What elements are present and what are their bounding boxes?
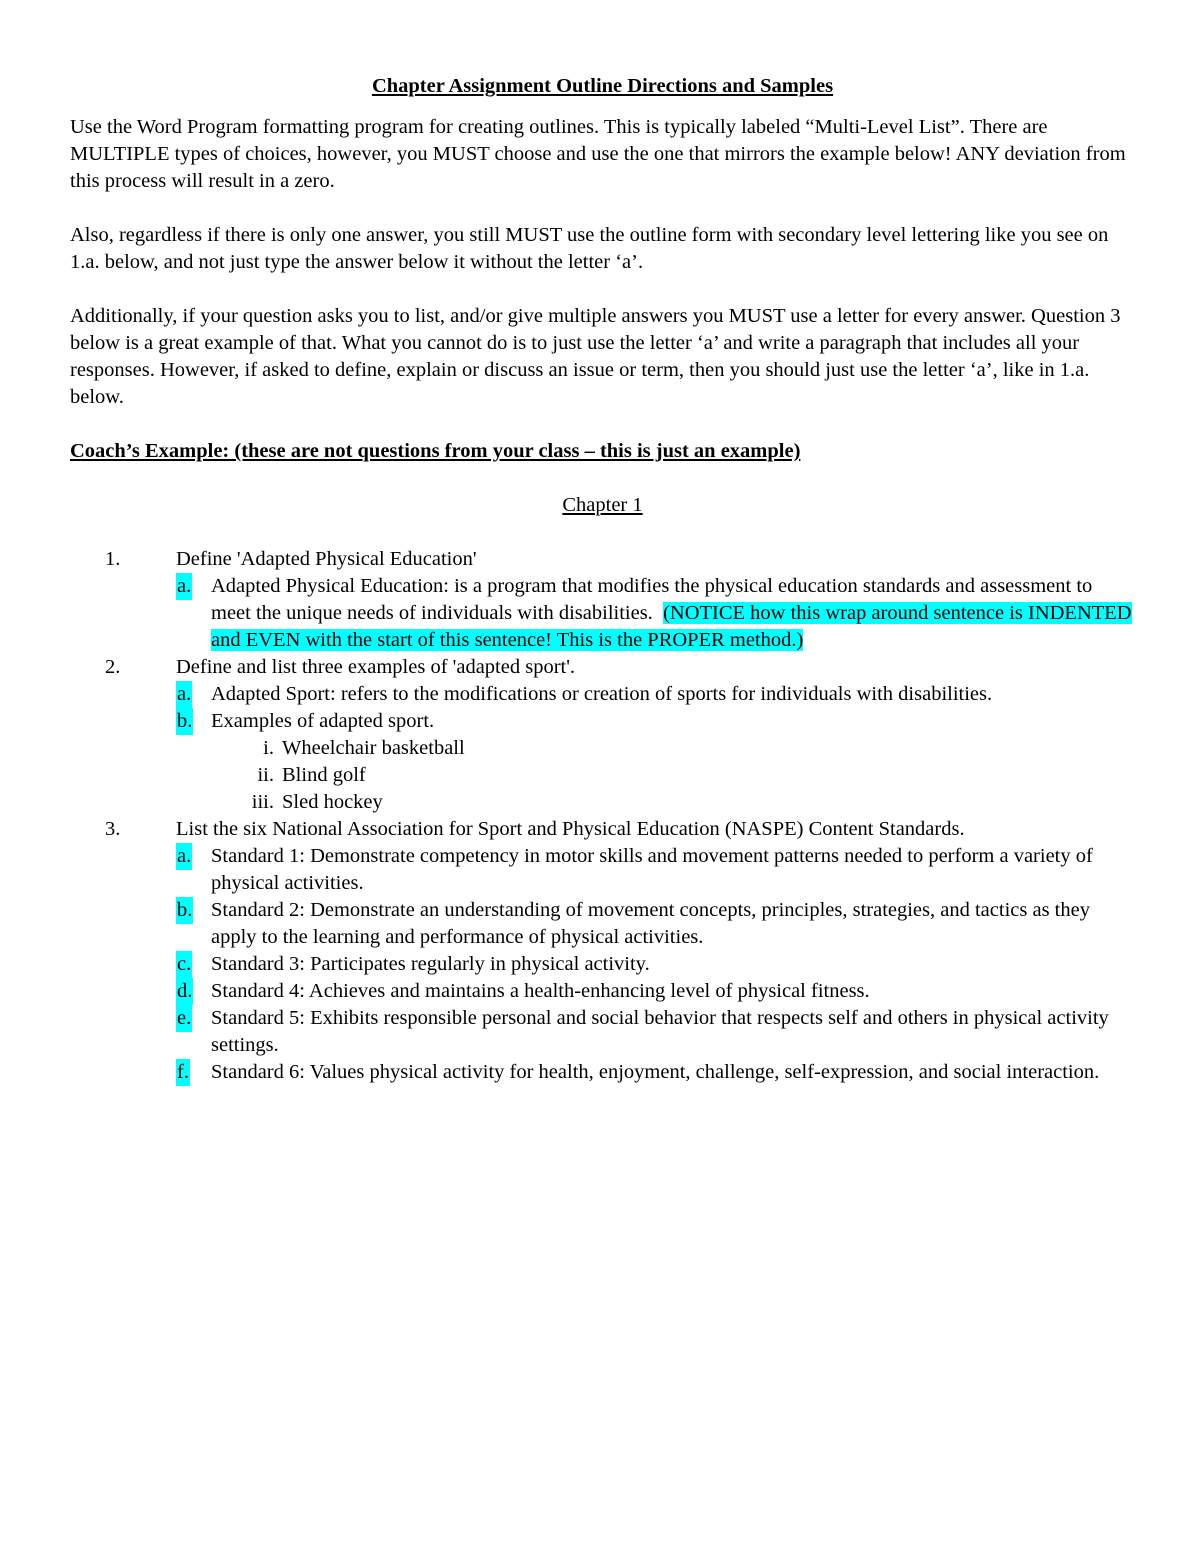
roman-list-item (70, 762, 1135, 789)
answer-text: Standard 3: Participates regularly in physical activity. (211, 953, 650, 975)
question-number: 1. (105, 548, 121, 570)
question-2 (70, 654, 1135, 681)
question-3 (70, 816, 1135, 843)
answer-letter: f. (176, 1059, 190, 1086)
question-3-answer-d (70, 978, 1135, 1005)
answer-text: Adapted Physical Education: is a program that modifies the physical education standards and assessment to meet the unique needs of individuals with disabilities. (211, 575, 1093, 624)
question-3-answer-b (70, 897, 1135, 951)
answer-text: Standard 2: Demonstrate an understanding of movement concepts, principles, strategies, and tactics as they apply to the learning and performance of physical activities. (211, 899, 1090, 948)
roman-number: ii. (257, 764, 274, 786)
document-title: Chapter Assignment Outline Directions and Samples (371, 75, 834, 97)
roman-item-text: Blind golf (282, 764, 366, 786)
question-text: Define 'Adapted Physical Education' (176, 548, 477, 570)
highlighted-note: (NOTICE how this wrap around sentence is INDENTED and EVEN with the start of this sentence! This is the PROPER method.) (211, 602, 1132, 651)
question-3-answer-e (70, 1005, 1135, 1059)
answer-text: Adapted Sport: refers to the modifications or creation of sports for individuals with disabilities. (211, 683, 993, 705)
question-3-answer-c (70, 951, 1135, 978)
answer-letter: e. (176, 1005, 192, 1032)
answer-text: Examples of adapted sport. (211, 710, 435, 732)
answer-letter: b. (176, 708, 193, 735)
document-page (70, 73, 1135, 1086)
coach-example-heading: Coach’s Example: (these are not questions from your class – this is just an example) (70, 440, 801, 462)
question-3-answer-f (70, 1059, 1135, 1086)
question-number: 3. (105, 818, 121, 840)
question-3-answer-a (70, 843, 1135, 897)
question-text: List the six National Association for Sport and Physical Education (NASPE) Content Standards. (176, 818, 965, 840)
question-number: 2. (105, 656, 121, 678)
roman-number: i. (263, 737, 274, 759)
roman-list-item (70, 789, 1135, 816)
question-1 (70, 546, 1135, 573)
chapter-heading: Chapter 1 (562, 494, 643, 516)
answer-letter: c. (176, 951, 192, 978)
answer-letter: a. (176, 843, 192, 870)
roman-item-text: Wheelchair basketball (282, 737, 465, 759)
answer-text: Standard 6: Values physical activity for health, enjoyment, challenge, self-expression, and social interaction. (211, 1061, 1100, 1083)
answer-letter: b. (176, 897, 193, 924)
outline-list (70, 546, 1135, 1086)
answer-text: Standard 1: Demonstrate competency in motor skills and movement patterns needed to perform a variety of physical activities. (211, 845, 1093, 894)
question-2-answer-a (70, 681, 1135, 708)
question-text: Define and list three examples of 'adapted sport'. (176, 656, 576, 678)
directions-paragraph-3: Additionally, if your question asks you to list, and/or give multiple answers you MUST use a letter for every answer. Question 3 below is a great example of that. What you cannot do is to just use the letter ‘a’ and write a paragraph that includes all your responses. However, if asked to define, explain or discuss an issue or term, then you should just use the letter ‘a’, like in 1.a. below. (70, 305, 1121, 408)
question-2-answer-b (70, 708, 1135, 735)
answer-text: Standard 5: Exhibits responsible personal and social behavior that respects self and others in physical activity settings. (211, 1007, 1109, 1056)
question-1-answer-a (70, 573, 1135, 654)
answer-letter: d. (176, 978, 193, 1005)
answer-letter: a. (176, 681, 192, 708)
answer-letter: a. (176, 573, 192, 600)
roman-list-item (70, 735, 1135, 762)
directions-paragraph-2: Also, regardless if there is only one answer, you still MUST use the outline form with secondary level lettering like you see on 1.a. below, and not just type the answer below it without the letter ‘a’. (70, 224, 1109, 273)
roman-number: iii. (251, 791, 274, 813)
roman-item-text: Sled hockey (282, 791, 383, 813)
directions-paragraph-1: Use the Word Program formatting program for creating outlines. This is typically labeled “Multi-Level List”. There are MULTIPLE types of choices, however, you MUST choose and use the one that mirrors the example below! ANY deviation from this process will result in a zero. (70, 116, 1126, 192)
answer-text: Standard 4: Achieves and maintains a health-enhancing level of physical fitness. (211, 980, 870, 1002)
